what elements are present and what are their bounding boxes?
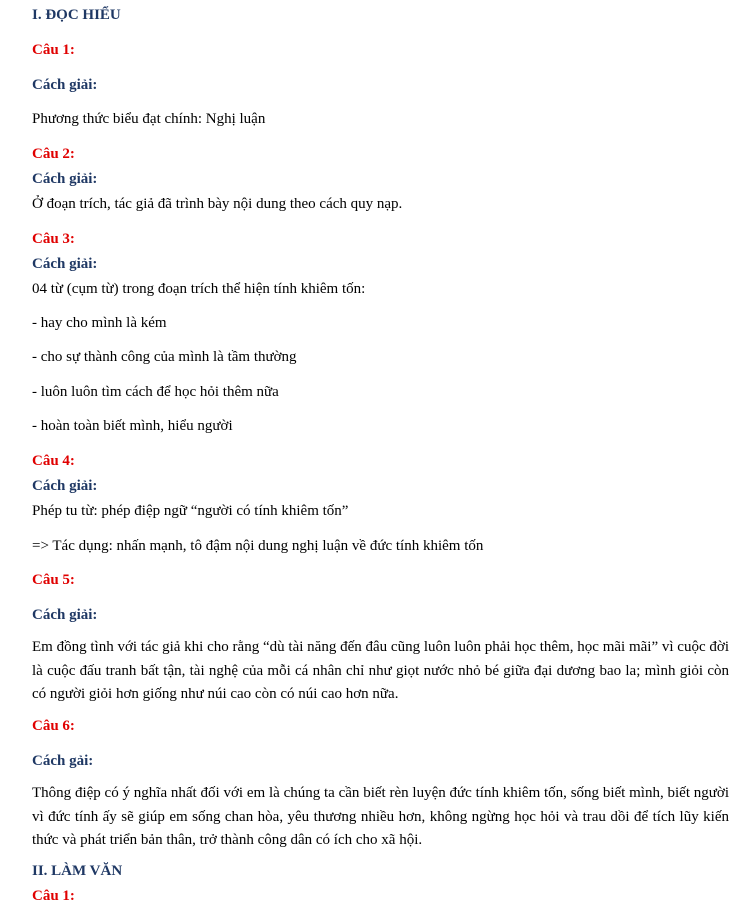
question-3-answer-item: - hay cho mình là kém [32,315,167,331]
question-4-label: Câu 4: [32,453,75,469]
question-5-label: Câu 5: [32,572,75,588]
question-6-answer-paragraph: Thông điệp có ý nghĩa nhất đối với em là chúng ta cần biết rèn luyện đức tính khiêm tốn, sống biết mình, biết người vì đức tính ấy sẽ giúp em sống chan hòa, yêu thương nhiều hơn, không ngừng học hỏi và trau dồi để tích lũy kiến thức và phát triển bản thân, trở thành công dân có ích cho xã hội. [32,785,729,848]
question-3-label: Câu 3: [32,231,75,247]
question-1-label: Câu 1: [32,42,75,58]
question-2-answer: Ở đoạn trích, tác giả đã trình bày nội dung theo cách quy nạp. [32,196,403,212]
section-title-lam-van: II. LÀM VĂN [32,863,123,879]
question-4-answer-device: Phép tu từ: phép điệp ngữ “người có tính khiêm tốn” [32,503,349,519]
section-2-question-1-label: Câu 1: [32,888,75,904]
section-title-doc-hieu: I. ĐỌC HIỂU [32,7,121,23]
question-2-solution-label: Cách giải: [32,171,98,187]
question-5-answer-paragraph: Em đồng tình với tác giả khi cho rằng “dù tài năng đến đâu cũng luôn luôn phải học thêm, học mãi mãi” vì cuộc đời là cuộc đấu tranh bất tận, tài nghệ của mỗi cá nhân chỉ như giọt nước nhỏ bé giữa đại dương bao la; mình giỏi còn có người giỏi hơn giống như núi cao còn có núi cao hơn nữa. [32,639,729,702]
question-3-answer-item: - luôn luôn tìm cách để học hỏi thêm nữa [32,384,279,400]
question-2-label: Câu 2: [32,146,75,162]
question-4-solution-label: Cách giải: [32,478,98,494]
question-3-answer-item: - cho sự thành công của mình là tầm thường [32,349,297,365]
question-3-answer-intro: 04 từ (cụm từ) trong đoạn trích thể hiện tính khiêm tốn: [32,281,366,297]
question-1-solution-label: Cách giải: [32,77,98,93]
question-4-answer-effect: => Tác dụng: nhấn mạnh, tô đậm nội dung nghị luận về đức tính khiêm tốn [32,538,484,554]
question-1-answer: Phương thức biểu đạt chính: Nghị luận [32,111,266,127]
question-5-solution-label: Cách giải: [32,607,98,623]
question-6-solution-label: Cách gải: [32,753,94,769]
question-3-answer-item: - hoàn toàn biết mình, hiểu người [32,418,233,434]
question-6-label: Câu 6: [32,718,75,734]
question-3-solution-label: Cách giải: [32,256,98,272]
